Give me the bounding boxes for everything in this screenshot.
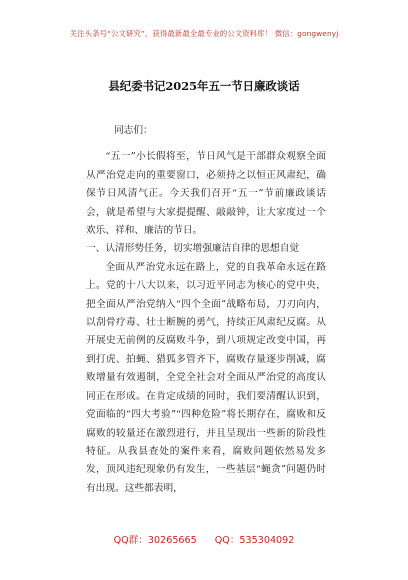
salutation: 同志们： bbox=[114, 125, 153, 136]
promo-header-banner: 关注头条号“公文研究”，获得最新最全最专业的公文资料库！ 微信：gongwenyj bbox=[69, 29, 339, 38]
body-paragraph: “五一”小长假将至，节日风气是干部群众观察全面从严治党走向的重要窗口，必须持之以恒正风肃纪，确保节日风清气正。今天我们召开“五一”节前廉政谈话会，就是希望与大家提提醒、敲敲钟，让大家度过一个欢乐、祥和、廉洁的节日。 bbox=[86, 151, 326, 237]
document-body bbox=[86, 122, 326, 498]
qq-contact-label: QQ：535304092 bbox=[214, 535, 295, 546]
body-paragraph: 全面从严治党永远在路上，党的自我革命永远在路上。党的十八大以来，以习近平同志为核心的党中央，把全面从严治党纳入“四个全面”战略布局，刀刃向内，以刮骨疗毒、壮士断腕的勇气，持续正风肃纪反腐。从开展史无前例的反腐败斗争，到八项规定改变中国，再到打虎、拍蝇、猎狐多管齐下，腐败存量逐步削减，腐败增量有效遏制，全党全社会对全面从严治党的高度认同正在形成。在肯定成绩的同时，我们要清醒认识到，党面临的“四大考验”“四种危险”将长期存在，腐败和反腐败的较量还在激烈进行，并且呈现出一些新的阶段性特征。从我县查处的案件来看，腐败问题依然易发多发，顶风违纪现象仍有发生，一些基层“蝇贪”问题仍时有出现。这些都表明， bbox=[86, 261, 326, 494]
qq-group-label: QQ群：30265665 bbox=[113, 535, 197, 546]
document-title: 县纪委书记2025年五一节日廉政谈话 bbox=[108, 79, 300, 93]
contact-footer-banner bbox=[0, 532, 408, 546]
section-heading: 一、认清形势任务，切实增强廉洁自律的思想自觉 bbox=[86, 243, 300, 255]
